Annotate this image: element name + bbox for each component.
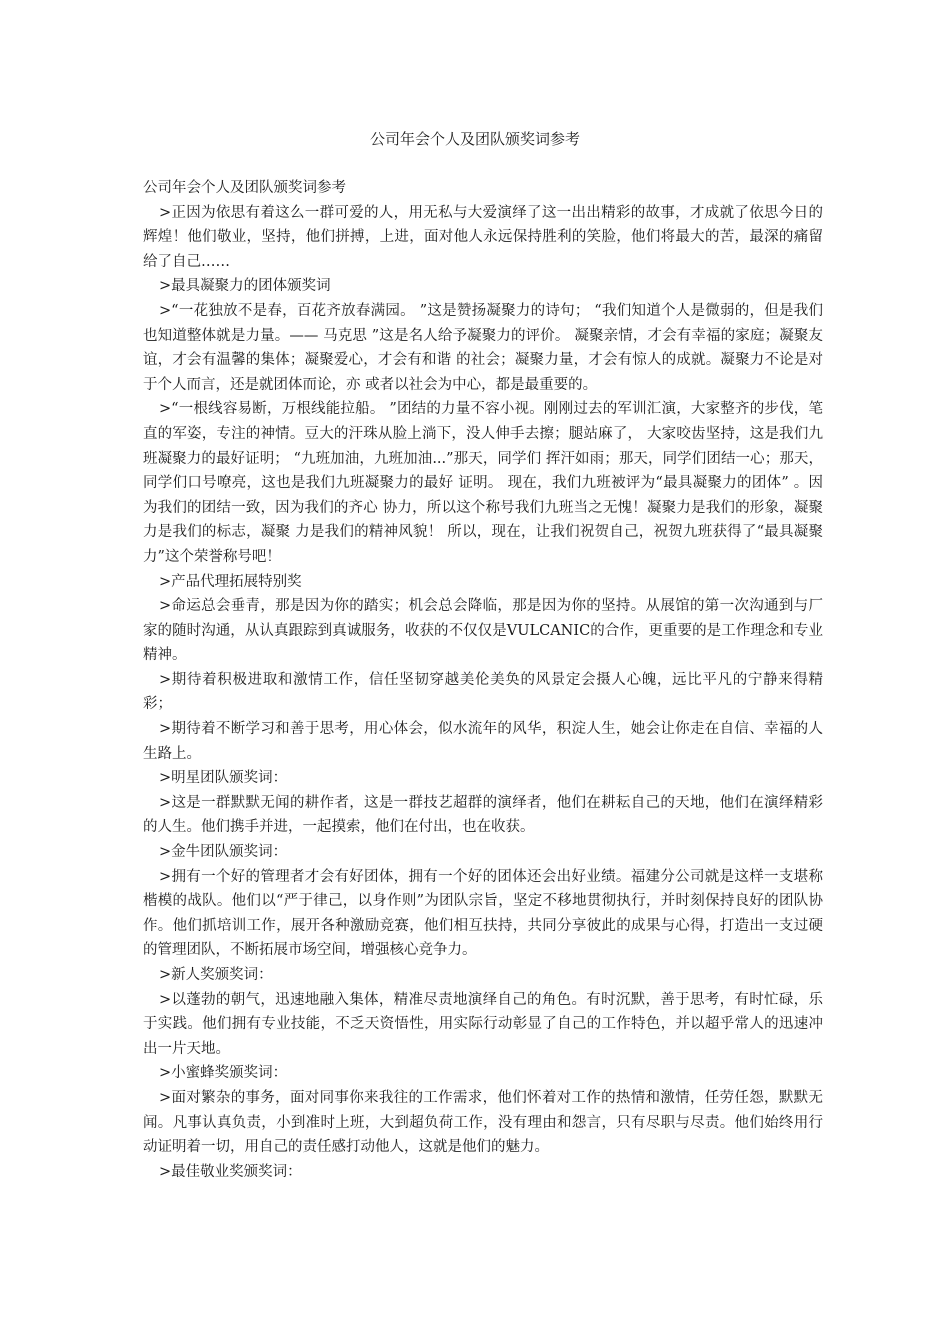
paragraph: >拥有一个好的管理者才会有好团体，拥有一个好的团体还会出好业绩。福建分公司就是这样一支堪称楷模的战队。他们以“严于律己，以身作则”为团队宗旨，坚定不移地贯彻执行，并时刻保持良好的团队协作。他们抓培训工作，展开各种激励竞赛，他们相互扶持，共同分享彼此的成果与心得，打造出一支过硬的管理团队，不断拓展市场空间，增强核心竞争力。 xyxy=(143,868,823,959)
paragraph: >“一根线容易断，万根线能拉船。 ”团结的力量不容小视。刚刚过去的军训汇演，大家整齐的步伐，笔直的军姿，专注的神情。豆大的汗珠从脸上淌下，没人伸手去擦；腿站麻了， 大家咬齿坚持，这是我们九班凝聚力的最好证明； “九班加油，九班加油...”那天，同学们 挥汗如雨；那天，同学们团结一心；那天，同学们口号嘹亮，这也是我们九班凝聚力的最好 证明。 现在，我们九班被评为“最具凝聚力的团体” 。因为我们的团结一致，因为我们的齐心 协力，所以这个称号我们九班当之无愧！凝聚力是我们的形象，凝聚力是我们的标志，凝聚 力是我们的精神风貌！ 所以，现在，让我们祝贺自己，祝贺九班获得了“最具凝聚力”这个荣誉称号吧！ xyxy=(143,401,823,565)
section-heading: >产品代理拓展特别奖 xyxy=(159,573,302,590)
document-body xyxy=(143,176,823,1184)
paragraph: >面对繁杂的事务，面对同事你来我往的工作需求，他们怀着对工作的热情和激情，任劳任怨，默默无闻。凡事认真负责，小到准时上班，大到超负荷工作，没有理由和怨言，只有尽职与尽责。他们始终用行动证明着一切，用自己的责任感打动他人，这就是他们的魅力。 xyxy=(143,1089,823,1156)
paragraph: >期待着不断学习和善于思考，用心体会，似水流年的风华，积淀人生，她会让你走在自信、幸福的人生路上。 xyxy=(143,721,823,762)
section-heading: >新人奖颁奖词： xyxy=(159,967,273,983)
paragraph: >这是一群默默无闻的耕作者，这是一群技艺超群的演绎者，他们在耕耘自己的天地，他们在演绎精彩的人生。他们携手并进，一起摸索，他们在付出，也在收获。 xyxy=(143,794,823,836)
paragraph: >期待着积极进取和激情工作，信任坚韧穿越美伦美奂的风景定会摄人心魄，远比平凡的宁静来得精彩； xyxy=(143,671,823,713)
section-heading: >小蜜蜂奖颁奖词： xyxy=(159,1065,288,1082)
document-subtitle: 公司年会个人及团队颁奖词参考 xyxy=(143,180,346,196)
paragraph: >“一花独放不是春，百花齐放春满园。 ”这是赞扬凝聚力的诗句； “我们知道个人是微弱的，但是我们也知道整体就是力量。—— 马克思 ”这是名人给予凝聚力的评价。 凝聚亲情，才会有幸福的家庭；凝聚友谊，才会有温馨的集体；凝聚爱心，才会有和谐 的社会；凝聚力量，才会有惊人的成就。凝聚力不论是对于个人而言，还是就团体而论，亦 或者以社会为中心，都是最重要的。 xyxy=(143,302,823,393)
section-heading: >最佳敬业奖颁奖词： xyxy=(159,1163,302,1180)
paragraph: >正因为依思有着这么一群可爱的人，用无私与大爱演绎了这一出出精彩的故事，才成就了依思今日的辉煌！他们敬业，坚持，他们拼搏，上进，面对他人永远保持胜利的笑脸，他们将最大的苦，最深的痛留给了自己…… xyxy=(143,204,823,270)
section-heading: >金牛团队颁奖词： xyxy=(159,844,288,861)
paragraph: >以蓬勃的朝气，迅速地融入集体，精准尽责地演绎自己的角色。有时沉默，善于思考，有时忙碌，乐于实践。他们拥有专业技能，不乏天资悟性，用实际行动彰显了自己的工作特色，并以超乎常人的迅速冲出一片天地。 xyxy=(143,991,823,1057)
section-heading: >明星团队颁奖词： xyxy=(159,770,288,787)
paragraph: >命运总会垂青，那是因为你的踏实；机会总会降临，那是因为你的坚持。从展馆的第一次沟通到与厂家的随时沟通，从认真跟踪到真诚服务，收获的不仅仅是VULCANIC的合作，更重要的是工作理念和专业精神。 xyxy=(143,598,823,664)
document-title: 公司年会个人及团队颁奖词参考 xyxy=(369,130,580,148)
section-heading: >最具凝聚力的团体颁奖词 xyxy=(159,278,331,295)
